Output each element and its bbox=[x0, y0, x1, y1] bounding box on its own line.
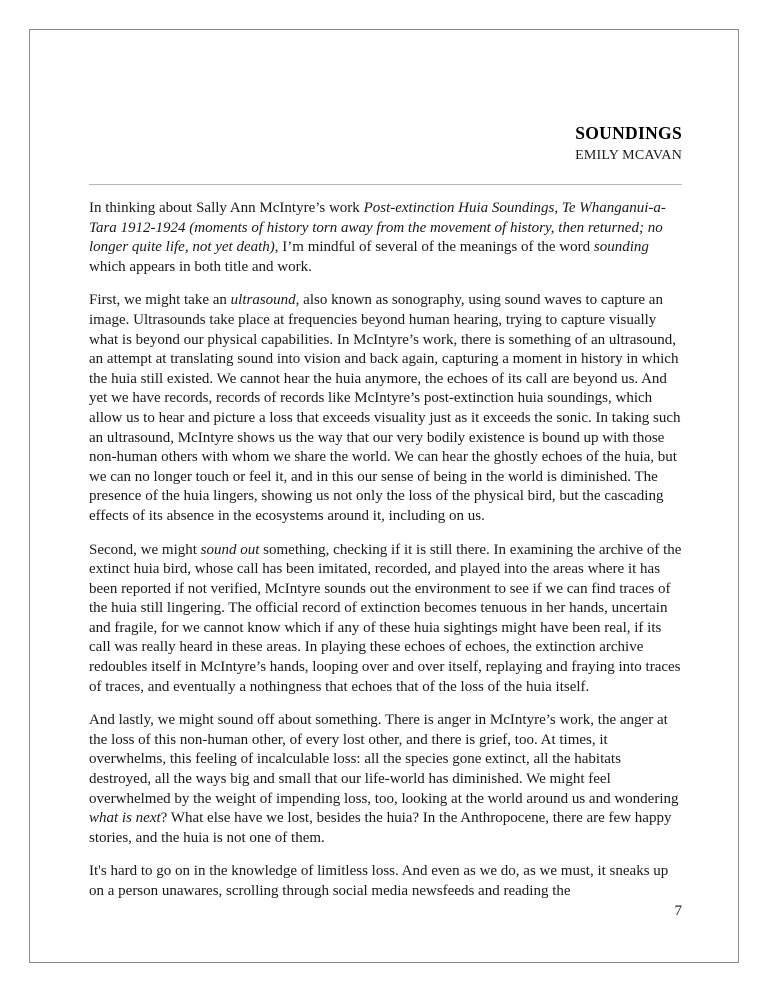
author-name: EMILY MCAVAN bbox=[575, 147, 682, 163]
document-header bbox=[89, 123, 682, 165]
paragraph-2 bbox=[89, 291, 685, 526]
paragraph-2-run-2: , also known as sonography, using sound waves to capture an image. Ultrasounds take place at frequencies beyond human hearing, trying to capture visually what is beyond our physical capabilities. In McIntyre’s work, there is something of an ultrasound, an attempt at translating sound into vision and back again, capturing a moment in history in which the huia still existed. We cannot hear the huia anymore, the echoes of its call are beyond us. And yet we have records, records of records like McIntyre’s post-extinction huia soundings, which allow us to hear and picture a loss that exceeds visuality just as it exceeds the sonic. In taking such an ultrasound, McIntyre shows us the way that our very bodily existence is bound up with those non-human others with whom we share the world. We can hear the ghostly echoes of the huia, but we can no longer touch or feel it, and in this our sense of being in the world is diminished. The presence of the huia lingers, showing us not only the loss of the physical bird, but the cascading effects of its absence in the ecosystems around it, including on us. bbox=[89, 292, 681, 524]
header-divider bbox=[89, 184, 682, 185]
paragraph-4-run-2: ? What else have we lost, besides the huia? In the Anthropocene, there are few happy stories, and the huia is not one of them. bbox=[89, 810, 672, 846]
paragraph-4-run-1: what is next bbox=[89, 810, 161, 827]
paragraph-4 bbox=[89, 711, 685, 848]
paragraph-3-run-2: something, checking if it is still there. In examining the archive of the extinct huia bird, whose call has been imitated, recorded, and played into the areas where it has been reported if not verified, McIntyre sounds out the environment to see if we can find traces of the huia still lingering. The official record of extinction becomes tenuous in her hands, uncertain and fragile, for we cannot know which if any of these huia sightings might have been real, if its call was really heard in these areas. In playing these echoes of echoes, the extinction archive redoubles itself in McIntyre’s hands, looping over and over itself, replaying and fraying into traces of traces, and eventually a nothingness that echoes that of the loss of the huia itself. bbox=[89, 541, 682, 695]
article-body bbox=[89, 199, 685, 902]
paragraph-2-run-1: ultrasound bbox=[230, 292, 296, 309]
paragraph-1-run-2: , I’m mindful of several of the meanings of the word bbox=[274, 239, 594, 256]
paragraph-5-run-0: It's hard to go on in the knowledge of limitless loss. And even as we do, as we must, it sneaks up on a person unawares, scrolling through social media newsfeeds and reading the bbox=[89, 863, 669, 899]
paragraph-1-run-4: which appears in both title and work. bbox=[89, 258, 312, 275]
page-title: SOUNDINGS bbox=[575, 123, 682, 143]
paragraph-3-run-0: Second, we might bbox=[89, 541, 201, 558]
paragraph-1-run-3: sounding bbox=[593, 239, 649, 256]
page-content-area bbox=[30, 30, 738, 962]
paragraph-4-run-0: And lastly, we might sound off about something. There is anger in McIntyre’s work, the anger at the loss of this non-human other, of every lost other, and there is grief, too. At times, it overwhelms, this feeling of incalculable loss: all the species gone extinct, all the habitats destroyed, all the ways big and small that our life-world has diminished. We might feel overwhelmed by the weight of impending loss, too, looking at the world around us and wondering bbox=[89, 712, 679, 807]
paragraph-1-run-0: In thinking about Sally Ann McIntyre’s work bbox=[89, 200, 364, 216]
page-number: 7 bbox=[674, 903, 682, 919]
paragraph-3-run-1: sound out bbox=[200, 541, 260, 558]
paragraph-1 bbox=[89, 199, 685, 277]
paragraph-5 bbox=[89, 862, 685, 901]
paragraph-2-run-0: First, we might take an bbox=[89, 292, 231, 309]
paragraph-1-run-1: Post-extinction Huia Soundings, Te Whanganui-a-Tara 1912-1924 (moments of history torn away from the movement of history, then returned; no longer quite life, not yet death) bbox=[89, 200, 666, 256]
document-page bbox=[29, 29, 739, 963]
paragraph-3 bbox=[89, 541, 685, 698]
